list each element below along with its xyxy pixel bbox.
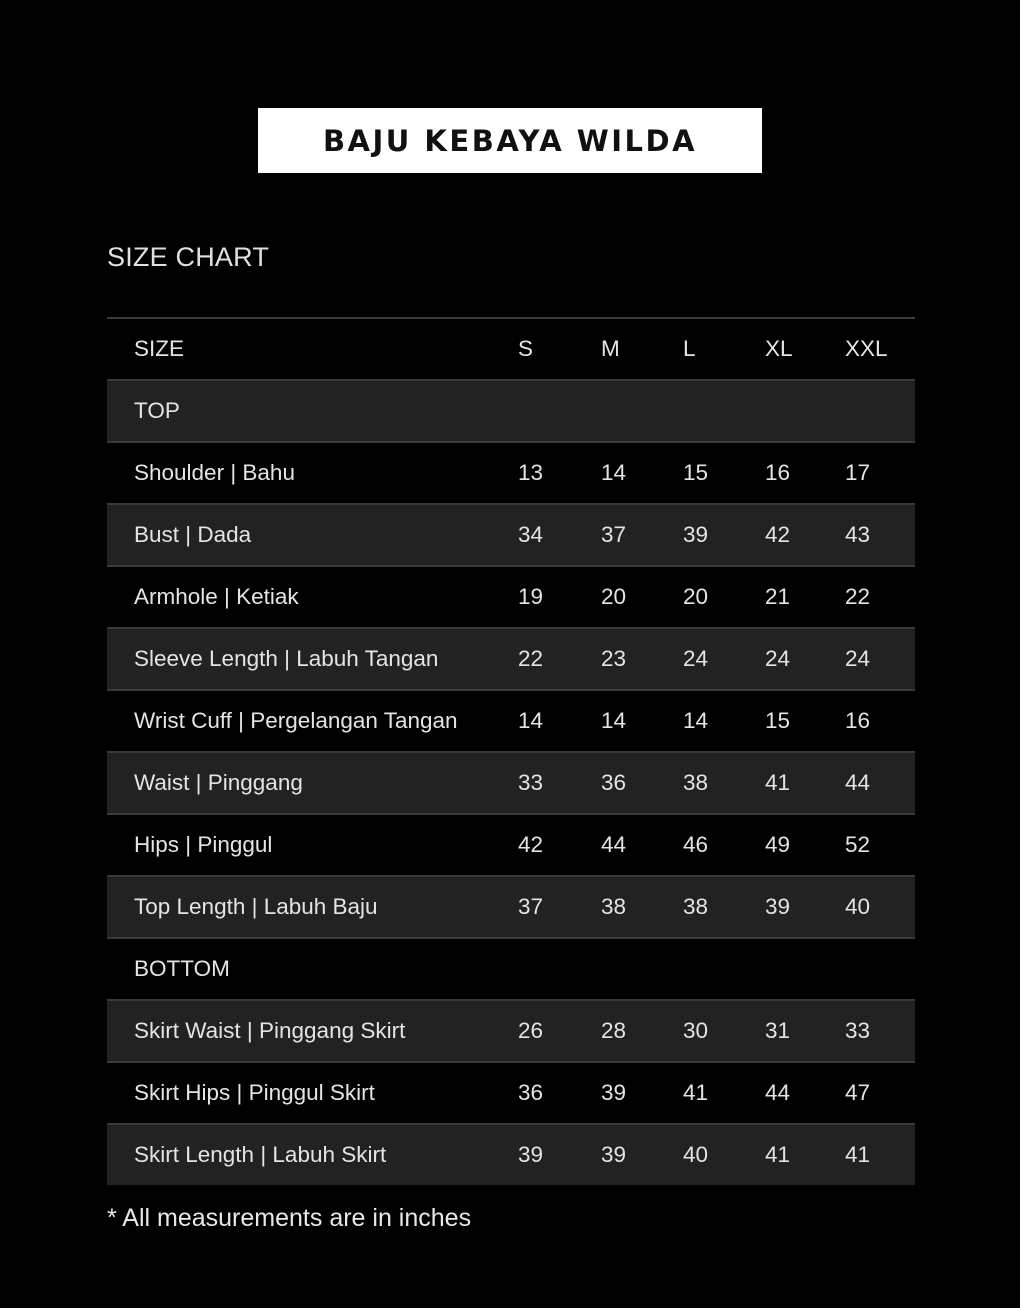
table-row (107, 505, 915, 567)
table-header-row (107, 319, 915, 381)
row-label: Top Length | Labuh Baju (134, 894, 378, 919)
cell-value: 16 (765, 460, 791, 485)
measurement-footnote: * All measurements are in inches (107, 1204, 472, 1232)
cell-value: 37 (601, 522, 627, 547)
cell-value: 33 (845, 1018, 871, 1043)
header-size-label: SIZE (134, 336, 185, 361)
cell-value: 15 (683, 460, 709, 485)
row-label: Waist | Pinggang (134, 770, 303, 795)
cell-value: 39 (601, 1142, 627, 1167)
cell-value: 52 (845, 832, 871, 857)
size-chart-table (107, 317, 915, 1185)
cell-value: 37 (518, 894, 544, 919)
table-row (107, 753, 915, 815)
row-label: Skirt Hips | Pinggul Skirt (134, 1080, 375, 1105)
cell-value: 38 (601, 894, 627, 919)
cell-value: 40 (683, 1142, 709, 1167)
cell-value: 17 (845, 460, 871, 485)
cell-value: 20 (601, 584, 627, 609)
cell-value: 14 (601, 708, 627, 733)
row-label: Skirt Length | Labuh Skirt (134, 1142, 387, 1167)
cell-value: 39 (765, 894, 791, 919)
cell-value: 40 (845, 894, 871, 919)
cell-value: 47 (845, 1080, 871, 1105)
cell-value: 22 (845, 584, 871, 609)
cell-value: 22 (518, 646, 544, 671)
cell-value: 14 (683, 708, 709, 733)
header-size-m: M (601, 336, 620, 361)
row-label: Shoulder | Bahu (134, 460, 295, 485)
cell-value: 39 (683, 522, 709, 547)
table-row (107, 815, 915, 877)
row-label: Skirt Waist | Pinggang Skirt (134, 1018, 406, 1043)
cell-value: 36 (518, 1080, 544, 1105)
brand-title: BAJU KEBAYA WILDA (322, 123, 698, 158)
page-title: SIZE CHART (107, 242, 270, 272)
table-row (107, 1063, 915, 1125)
header-size-xxl: XXL (845, 336, 888, 361)
table-row (107, 877, 915, 939)
row-label: Wrist Cuff | Pergelangan Tangan (134, 708, 458, 733)
cell-value: 42 (518, 832, 544, 857)
row-label: Hips | Pinggul (134, 832, 273, 857)
cell-value: 26 (518, 1018, 544, 1043)
cell-value: 23 (601, 646, 627, 671)
section-header-top (107, 381, 915, 443)
header-size-l: L (683, 336, 696, 361)
cell-value: 41 (845, 1142, 871, 1167)
cell-value: 20 (683, 584, 709, 609)
row-label: Armhole | Ketiak (134, 584, 299, 609)
cell-value: 41 (765, 1142, 791, 1167)
table-row (107, 691, 915, 753)
cell-value: 14 (601, 460, 627, 485)
cell-value: 15 (765, 708, 791, 733)
cell-value: 24 (765, 646, 791, 671)
cell-value: 44 (845, 770, 871, 795)
cell-value: 16 (845, 708, 871, 733)
cell-value: 41 (683, 1080, 709, 1105)
cell-value: 24 (845, 646, 871, 671)
cell-value: 39 (518, 1142, 544, 1167)
cell-value: 24 (683, 646, 709, 671)
table-row (107, 1001, 915, 1063)
cell-value: 44 (601, 832, 627, 857)
cell-value: 38 (683, 894, 709, 919)
cell-value: 31 (765, 1018, 791, 1043)
section-header-bottom (107, 939, 915, 1001)
cell-value: 13 (518, 460, 544, 485)
cell-value: 44 (765, 1080, 791, 1105)
table-row (107, 1125, 915, 1185)
brand-banner (258, 108, 762, 173)
section-title: BOTTOM (134, 956, 230, 981)
cell-value: 34 (518, 522, 544, 547)
section-title: TOP (134, 398, 180, 423)
cell-value: 39 (601, 1080, 627, 1105)
cell-value: 30 (683, 1018, 709, 1043)
table-row (107, 567, 915, 629)
header-size-s: S (518, 336, 534, 361)
header-size-xl: XL (765, 336, 793, 361)
cell-value: 43 (845, 522, 871, 547)
cell-value: 42 (765, 522, 791, 547)
cell-value: 49 (765, 832, 791, 857)
table-row (107, 443, 915, 505)
cell-value: 33 (518, 770, 544, 795)
row-label: Sleeve Length | Labuh Tangan (134, 646, 439, 671)
cell-value: 41 (765, 770, 791, 795)
cell-value: 28 (601, 1018, 627, 1043)
cell-value: 19 (518, 584, 544, 609)
cell-value: 46 (683, 832, 709, 857)
cell-value: 14 (518, 708, 544, 733)
table-row (107, 629, 915, 691)
cell-value: 21 (765, 584, 791, 609)
cell-value: 36 (601, 770, 627, 795)
row-label: Bust | Dada (134, 522, 252, 547)
cell-value: 38 (683, 770, 709, 795)
